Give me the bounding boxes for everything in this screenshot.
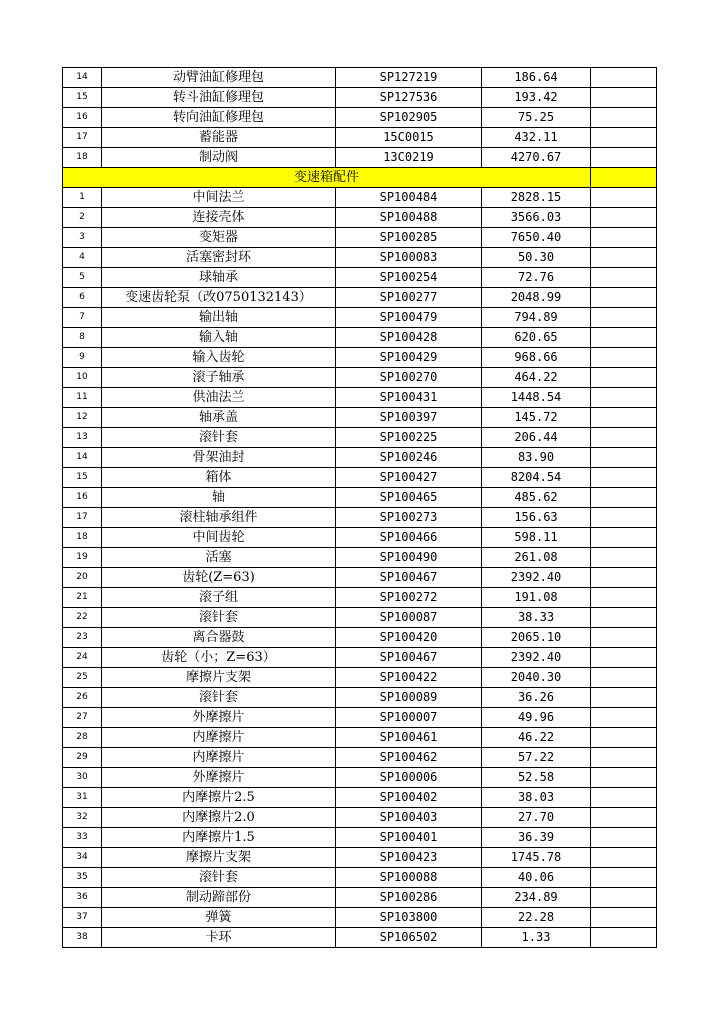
item-number: 35 bbox=[63, 868, 102, 888]
part-code: SP100422 bbox=[336, 668, 482, 688]
item-number: 15 bbox=[63, 468, 102, 488]
item-number: 17 bbox=[63, 128, 102, 148]
table-row bbox=[63, 448, 657, 468]
part-name: 滚柱轴承组件 bbox=[102, 508, 336, 528]
unit-price: 4270.67 bbox=[482, 148, 591, 168]
section-blank-cell bbox=[591, 168, 657, 188]
part-code: SP100429 bbox=[336, 348, 482, 368]
table-row bbox=[63, 408, 657, 428]
unit-price: 52.58 bbox=[482, 768, 591, 788]
part-code: SP100490 bbox=[336, 548, 482, 568]
part-code: SP100465 bbox=[336, 488, 482, 508]
item-number: 23 bbox=[63, 628, 102, 648]
remark-cell bbox=[591, 568, 657, 588]
remark-cell bbox=[591, 68, 657, 88]
remark-cell bbox=[591, 628, 657, 648]
part-code: SP100246 bbox=[336, 448, 482, 468]
item-number: 28 bbox=[63, 728, 102, 748]
table-row bbox=[63, 648, 657, 668]
remark-cell bbox=[591, 548, 657, 568]
part-name: 箱体 bbox=[102, 468, 336, 488]
unit-price: 50.30 bbox=[482, 248, 591, 268]
remark-cell bbox=[591, 268, 657, 288]
remark-cell bbox=[591, 308, 657, 328]
part-name: 轴 bbox=[102, 488, 336, 508]
item-number: 17 bbox=[63, 508, 102, 528]
part-name: 滚针套 bbox=[102, 428, 336, 448]
unit-price: 2392.40 bbox=[482, 648, 591, 668]
remark-cell bbox=[591, 768, 657, 788]
part-code: SP100461 bbox=[336, 728, 482, 748]
remark-cell bbox=[591, 188, 657, 208]
table-row bbox=[63, 808, 657, 828]
item-number: 30 bbox=[63, 768, 102, 788]
unit-price: 83.90 bbox=[482, 448, 591, 468]
remark-cell bbox=[591, 928, 657, 948]
item-number: 16 bbox=[63, 488, 102, 508]
unit-price: 2392.40 bbox=[482, 568, 591, 588]
part-code: SP100089 bbox=[336, 688, 482, 708]
part-code: SP100277 bbox=[336, 288, 482, 308]
item-number: 19 bbox=[63, 548, 102, 568]
remark-cell bbox=[591, 648, 657, 668]
item-number: 33 bbox=[63, 828, 102, 848]
table-row bbox=[63, 488, 657, 508]
part-code: SP100467 bbox=[336, 568, 482, 588]
part-name: 内摩擦片 bbox=[102, 748, 336, 768]
part-code: SP103800 bbox=[336, 908, 482, 928]
item-number: 38 bbox=[63, 928, 102, 948]
remark-cell bbox=[591, 148, 657, 168]
part-name: 滚子组 bbox=[102, 588, 336, 608]
part-name: 卡环 bbox=[102, 928, 336, 948]
item-number: 25 bbox=[63, 668, 102, 688]
unit-price: 22.28 bbox=[482, 908, 591, 928]
part-name: 弹簧 bbox=[102, 908, 336, 928]
part-code: SP100273 bbox=[336, 508, 482, 528]
table-row bbox=[63, 108, 657, 128]
table-row bbox=[63, 608, 657, 628]
item-number: 11 bbox=[63, 388, 102, 408]
unit-price: 7650.40 bbox=[482, 228, 591, 248]
part-name: 制动蹄部份 bbox=[102, 888, 336, 908]
unit-price: 2048.99 bbox=[482, 288, 591, 308]
remark-cell bbox=[591, 468, 657, 488]
item-number: 20 bbox=[63, 568, 102, 588]
part-name: 连接壳体 bbox=[102, 208, 336, 228]
part-name: 动臂油缸修理包 bbox=[102, 68, 336, 88]
unit-price: 1.33 bbox=[482, 928, 591, 948]
item-number: 12 bbox=[63, 408, 102, 428]
table-row bbox=[63, 288, 657, 308]
unit-price: 36.39 bbox=[482, 828, 591, 848]
unit-price: 27.70 bbox=[482, 808, 591, 828]
table-row bbox=[63, 868, 657, 888]
part-name: 供油法兰 bbox=[102, 388, 336, 408]
unit-price: 234.89 bbox=[482, 888, 591, 908]
table-row bbox=[63, 428, 657, 448]
part-code: SP100467 bbox=[336, 648, 482, 668]
item-number: 9 bbox=[63, 348, 102, 368]
item-number: 14 bbox=[63, 448, 102, 468]
item-number: 32 bbox=[63, 808, 102, 828]
part-code: SP127536 bbox=[336, 88, 482, 108]
table-row bbox=[63, 908, 657, 928]
unit-price: 49.96 bbox=[482, 708, 591, 728]
remark-cell bbox=[591, 848, 657, 868]
unit-price: 57.22 bbox=[482, 748, 591, 768]
remark-cell bbox=[591, 748, 657, 768]
table-row bbox=[63, 888, 657, 908]
parts-table-body bbox=[63, 68, 657, 948]
part-code: SP100007 bbox=[336, 708, 482, 728]
section-header-row bbox=[63, 168, 657, 188]
part-name: 转斗油缸修理包 bbox=[102, 88, 336, 108]
part-name: 外摩擦片 bbox=[102, 768, 336, 788]
table-row bbox=[63, 228, 657, 248]
remark-cell bbox=[591, 528, 657, 548]
remark-cell bbox=[591, 588, 657, 608]
remark-cell bbox=[591, 228, 657, 248]
part-code: SP100428 bbox=[336, 328, 482, 348]
remark-cell bbox=[591, 508, 657, 528]
part-code: SP100087 bbox=[336, 608, 482, 628]
part-code: SP100431 bbox=[336, 388, 482, 408]
table-row bbox=[63, 148, 657, 168]
table-row bbox=[63, 508, 657, 528]
part-code: SP100420 bbox=[336, 628, 482, 648]
part-name: 外摩擦片 bbox=[102, 708, 336, 728]
part-name: 骨架油封 bbox=[102, 448, 336, 468]
item-number: 15 bbox=[63, 88, 102, 108]
unit-price: 156.63 bbox=[482, 508, 591, 528]
part-name: 滚子轴承 bbox=[102, 368, 336, 388]
table-row bbox=[63, 628, 657, 648]
remark-cell bbox=[591, 888, 657, 908]
unit-price: 464.22 bbox=[482, 368, 591, 388]
unit-price: 2065.10 bbox=[482, 628, 591, 648]
table-row bbox=[63, 688, 657, 708]
part-code: SP100402 bbox=[336, 788, 482, 808]
item-number: 24 bbox=[63, 648, 102, 668]
part-name: 活塞密封环 bbox=[102, 248, 336, 268]
part-name: 滚针套 bbox=[102, 608, 336, 628]
part-code: SP100088 bbox=[336, 868, 482, 888]
remark-cell bbox=[591, 808, 657, 828]
part-name: 内摩擦片1.5 bbox=[102, 828, 336, 848]
unit-price: 38.03 bbox=[482, 788, 591, 808]
item-number: 14 bbox=[63, 68, 102, 88]
unit-price: 794.89 bbox=[482, 308, 591, 328]
table-row bbox=[63, 668, 657, 688]
item-number: 13 bbox=[63, 428, 102, 448]
remark-cell bbox=[591, 208, 657, 228]
table-row bbox=[63, 728, 657, 748]
unit-price: 193.42 bbox=[482, 88, 591, 108]
table-row bbox=[63, 368, 657, 388]
remark-cell bbox=[591, 688, 657, 708]
part-name: 摩擦片支架 bbox=[102, 668, 336, 688]
part-code: SP100423 bbox=[336, 848, 482, 868]
unit-price: 40.06 bbox=[482, 868, 591, 888]
unit-price: 968.66 bbox=[482, 348, 591, 368]
remark-cell bbox=[591, 708, 657, 728]
unit-price: 36.26 bbox=[482, 688, 591, 708]
item-number: 10 bbox=[63, 368, 102, 388]
part-name: 摩擦片支架 bbox=[102, 848, 336, 868]
item-number: 26 bbox=[63, 688, 102, 708]
unit-price: 485.62 bbox=[482, 488, 591, 508]
part-code: SP102905 bbox=[336, 108, 482, 128]
remark-cell bbox=[591, 128, 657, 148]
part-code: SP106502 bbox=[336, 928, 482, 948]
unit-price: 38.33 bbox=[482, 608, 591, 628]
part-name: 转向油缸修理包 bbox=[102, 108, 336, 128]
part-code: SP100285 bbox=[336, 228, 482, 248]
remark-cell bbox=[591, 248, 657, 268]
part-code: SP100484 bbox=[336, 188, 482, 208]
item-number: 8 bbox=[63, 328, 102, 348]
part-code: SP100270 bbox=[336, 368, 482, 388]
table-row bbox=[63, 128, 657, 148]
unit-price: 1745.78 bbox=[482, 848, 591, 868]
table-row bbox=[63, 748, 657, 768]
part-code: SP100401 bbox=[336, 828, 482, 848]
unit-price: 206.44 bbox=[482, 428, 591, 448]
item-number: 16 bbox=[63, 108, 102, 128]
part-name: 内摩擦片2.0 bbox=[102, 808, 336, 828]
table-row bbox=[63, 248, 657, 268]
table-row bbox=[63, 388, 657, 408]
unit-price: 432.11 bbox=[482, 128, 591, 148]
part-name: 轴承盖 bbox=[102, 408, 336, 428]
unit-price: 191.08 bbox=[482, 588, 591, 608]
table-row bbox=[63, 588, 657, 608]
table-row bbox=[63, 308, 657, 328]
remark-cell bbox=[591, 488, 657, 508]
remark-cell bbox=[591, 448, 657, 468]
item-number: 3 bbox=[63, 228, 102, 248]
unit-price: 1448.54 bbox=[482, 388, 591, 408]
part-name: 球轴承 bbox=[102, 268, 336, 288]
part-code: 13C0219 bbox=[336, 148, 482, 168]
unit-price: 3566.03 bbox=[482, 208, 591, 228]
part-name: 变速齿轮泵（改0750132143） bbox=[102, 288, 336, 308]
unit-price: 8204.54 bbox=[482, 468, 591, 488]
part-name: 变矩器 bbox=[102, 228, 336, 248]
part-name: 制动阀 bbox=[102, 148, 336, 168]
unit-price: 598.11 bbox=[482, 528, 591, 548]
remark-cell bbox=[591, 728, 657, 748]
unit-price: 75.25 bbox=[482, 108, 591, 128]
part-name: 蓄能器 bbox=[102, 128, 336, 148]
remark-cell bbox=[591, 88, 657, 108]
part-code: 15C0015 bbox=[336, 128, 482, 148]
table-row bbox=[63, 348, 657, 368]
remark-cell bbox=[591, 388, 657, 408]
part-name: 滚针套 bbox=[102, 868, 336, 888]
section-title: 变速箱配件 bbox=[63, 168, 591, 188]
part-code: SP100286 bbox=[336, 888, 482, 908]
part-code: SP100462 bbox=[336, 748, 482, 768]
part-name: 活塞 bbox=[102, 548, 336, 568]
item-number: 31 bbox=[63, 788, 102, 808]
unit-price: 46.22 bbox=[482, 728, 591, 748]
part-code: SP100488 bbox=[336, 208, 482, 228]
remark-cell bbox=[591, 288, 657, 308]
item-number: 22 bbox=[63, 608, 102, 628]
part-code: SP100403 bbox=[336, 808, 482, 828]
item-number: 18 bbox=[63, 528, 102, 548]
table-row bbox=[63, 708, 657, 728]
part-code: SP100225 bbox=[336, 428, 482, 448]
table-row bbox=[63, 848, 657, 868]
item-number: 7 bbox=[63, 308, 102, 328]
part-name: 输入轴 bbox=[102, 328, 336, 348]
table-row bbox=[63, 328, 657, 348]
item-number: 18 bbox=[63, 148, 102, 168]
part-name: 输入齿轮 bbox=[102, 348, 336, 368]
remark-cell bbox=[591, 368, 657, 388]
parts-price-table bbox=[62, 67, 657, 948]
remark-cell bbox=[591, 908, 657, 928]
table-row bbox=[63, 568, 657, 588]
part-name: 齿轮（小；Z=63） bbox=[102, 648, 336, 668]
part-name: 输出轴 bbox=[102, 308, 336, 328]
table-row bbox=[63, 828, 657, 848]
part-code: SP100254 bbox=[336, 268, 482, 288]
item-number: 27 bbox=[63, 708, 102, 728]
part-name: 内摩擦片2.5 bbox=[102, 788, 336, 808]
item-number: 37 bbox=[63, 908, 102, 928]
unit-price: 620.65 bbox=[482, 328, 591, 348]
table-row bbox=[63, 208, 657, 228]
remark-cell bbox=[591, 828, 657, 848]
unit-price: 2828.15 bbox=[482, 188, 591, 208]
part-code: SP100083 bbox=[336, 248, 482, 268]
unit-price: 2040.30 bbox=[482, 668, 591, 688]
part-name: 内摩擦片 bbox=[102, 728, 336, 748]
remark-cell bbox=[591, 608, 657, 628]
remark-cell bbox=[591, 668, 657, 688]
table-row bbox=[63, 468, 657, 488]
unit-price: 145.72 bbox=[482, 408, 591, 428]
item-number: 29 bbox=[63, 748, 102, 768]
part-code: SP127219 bbox=[336, 68, 482, 88]
part-code: SP100466 bbox=[336, 528, 482, 548]
part-code: SP100427 bbox=[336, 468, 482, 488]
remark-cell bbox=[591, 108, 657, 128]
unit-price: 72.76 bbox=[482, 268, 591, 288]
item-number: 36 bbox=[63, 888, 102, 908]
table-row bbox=[63, 68, 657, 88]
part-code: SP100006 bbox=[336, 768, 482, 788]
part-name: 齿轮(Z=63) bbox=[102, 568, 336, 588]
table-row bbox=[63, 188, 657, 208]
table-row bbox=[63, 548, 657, 568]
part-code: SP100479 bbox=[336, 308, 482, 328]
table-row bbox=[63, 788, 657, 808]
remark-cell bbox=[591, 408, 657, 428]
item-number: 21 bbox=[63, 588, 102, 608]
table-row bbox=[63, 528, 657, 548]
unit-price: 261.08 bbox=[482, 548, 591, 568]
item-number: 2 bbox=[63, 208, 102, 228]
item-number: 6 bbox=[63, 288, 102, 308]
remark-cell bbox=[591, 348, 657, 368]
table-row bbox=[63, 768, 657, 788]
table-row bbox=[63, 88, 657, 108]
item-number: 5 bbox=[63, 268, 102, 288]
remark-cell bbox=[591, 868, 657, 888]
remark-cell bbox=[591, 328, 657, 348]
table-row bbox=[63, 268, 657, 288]
item-number: 34 bbox=[63, 848, 102, 868]
part-name: 中间齿轮 bbox=[102, 528, 336, 548]
part-name: 中间法兰 bbox=[102, 188, 336, 208]
unit-price: 186.64 bbox=[482, 68, 591, 88]
part-code: SP100397 bbox=[336, 408, 482, 428]
item-number: 1 bbox=[63, 188, 102, 208]
remark-cell bbox=[591, 788, 657, 808]
part-code: SP100272 bbox=[336, 588, 482, 608]
table-row bbox=[63, 928, 657, 948]
part-name: 离合器鼓 bbox=[102, 628, 336, 648]
remark-cell bbox=[591, 428, 657, 448]
part-name: 滚针套 bbox=[102, 688, 336, 708]
item-number: 4 bbox=[63, 248, 102, 268]
